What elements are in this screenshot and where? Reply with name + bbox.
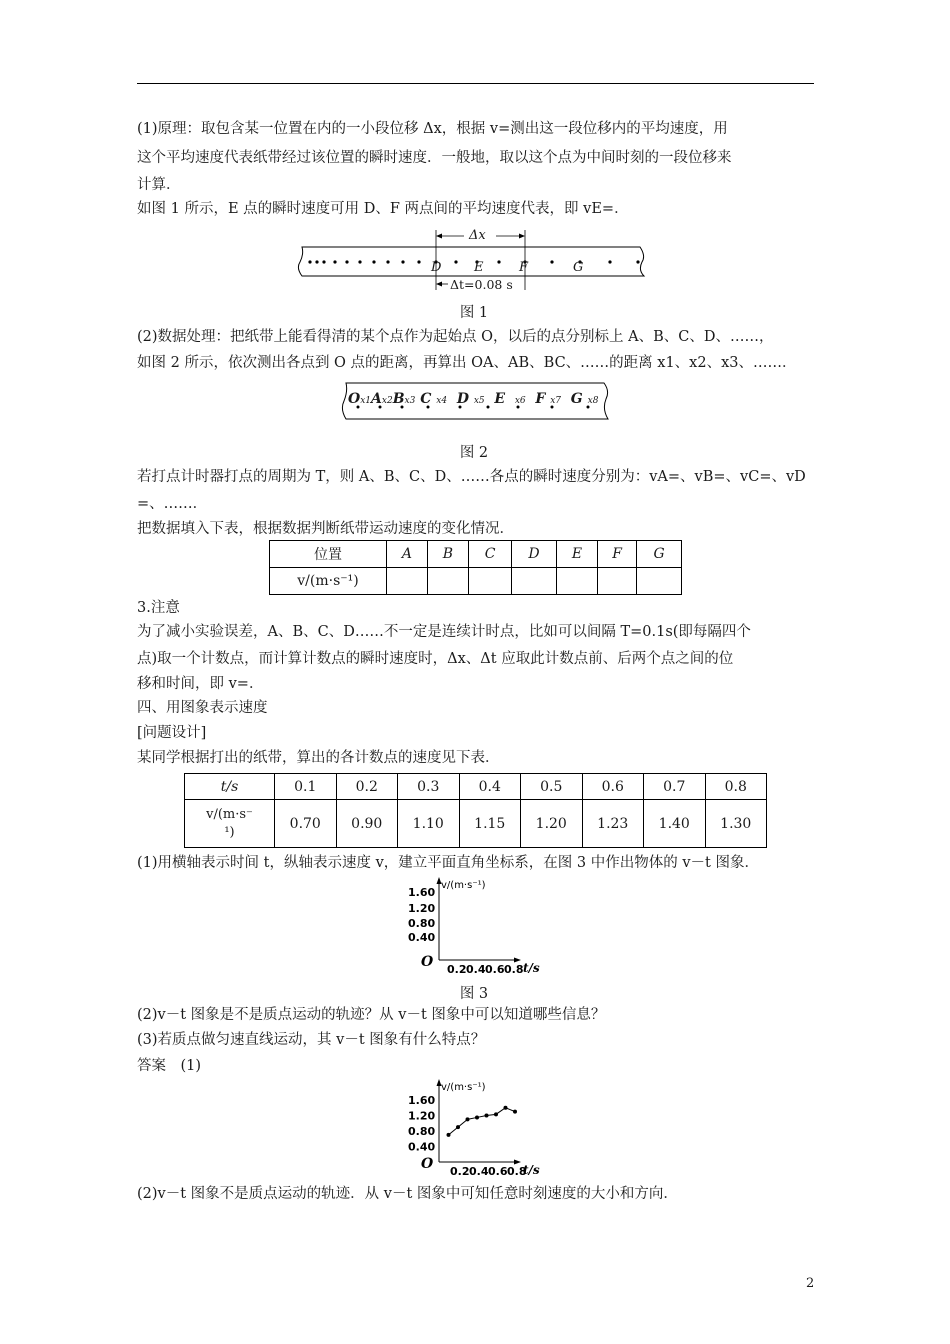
velocity-table-v-cell: 0.70 <box>275 800 337 848</box>
para-note-1: 为了减小实验误差，A、B、C、D……不一定是连续计时点，比如可以间隔 T=0.1s(即每隔四个 <box>137 624 751 640</box>
chart-ytick: 0.80 <box>408 1125 436 1138</box>
para-table2-intro: 某同学根据打出的纸带，算出的各计数点的速度见下表． <box>137 750 500 766</box>
velocity-table-t-cell: 0.1 <box>275 774 337 800</box>
section-note: 3.注意 <box>137 600 180 616</box>
chart-xtick: 0.4 <box>469 1165 489 1176</box>
question-3: (3)若质点做匀速直线运动，其 v－t 图象有什么特点？ <box>137 1032 486 1048</box>
fig3-ylabel: v/(m·s⁻¹) <box>441 880 486 891</box>
position-table-cell <box>427 568 468 595</box>
velocity-table-t-cell: 0.7 <box>644 774 706 800</box>
velocity-table-t-cell: 0.3 <box>398 774 460 800</box>
chart-point <box>456 1125 460 1129</box>
page-number: 2 <box>806 1276 815 1291</box>
fig1-delta-t: Δt=0.08 s <box>450 277 513 292</box>
chart-ytick: 1.20 <box>408 1109 436 1123</box>
velocity-table-v-cell: 1.20 <box>521 800 583 848</box>
chart-ytick: 1.60 <box>408 1094 436 1107</box>
answer-label: 答案 (1) <box>137 1058 202 1074</box>
chart-xlabel: t/s <box>523 1163 540 1176</box>
para-table-intro: 把数据填入下表，根据数据判断纸带运动速度的变化情况． <box>137 521 514 537</box>
chart-point <box>513 1110 517 1114</box>
figure3-axes <box>405 874 545 974</box>
velocity-table-v-cell: 1.30 <box>705 800 767 848</box>
position-table-header-cell: G <box>637 541 682 568</box>
position-table-cell <box>556 568 597 595</box>
fig2-label-e: E <box>494 391 506 407</box>
position-table-cell <box>637 568 682 595</box>
fig2-labels <box>348 391 598 407</box>
figure2-caption: 图 2 <box>459 445 489 461</box>
para-period-2: =、……． <box>137 496 208 512</box>
question-2: (2)v－t 图象是不是质点运动的轨迹？从 v－t 图象中可以知道哪些信息？ <box>137 1007 606 1023</box>
fig3-ytick: 1.20 <box>408 902 436 915</box>
position-table-cell <box>512 568 557 595</box>
section-question-design: [问题设计] <box>137 725 207 741</box>
velocity-table-v-label-1: v/(m·s⁻ <box>206 806 253 822</box>
fig3-xtick: 0.8 <box>504 963 524 974</box>
velocity-table-t-cell: 0.4 <box>459 774 521 800</box>
velocity-table-t-cell: 0.5 <box>521 774 583 800</box>
fig2-label-x6: x6 <box>514 396 526 406</box>
velocity-table-v-cell: 1.10 <box>398 800 460 848</box>
fig2-label-x1: x1 <box>360 396 372 406</box>
fig1-label-d: D <box>431 260 442 275</box>
chart-series-line <box>449 1108 516 1135</box>
fig3-ytick: 0.40 <box>408 931 436 944</box>
fig1-label-e: E <box>474 260 484 275</box>
position-table-row-label: v/(m·s⁻¹) <box>270 568 387 595</box>
position-table-cell <box>469 568 512 595</box>
velocity-table <box>184 773 767 848</box>
fig2-label-x3: x3 <box>404 396 416 406</box>
velocity-table-v-cell: 1.40 <box>644 800 706 848</box>
fig2-label-x8: x8 <box>587 396 599 406</box>
velocity-table-v-row <box>185 800 767 848</box>
chart-ylabel: v/(m·s⁻¹) <box>441 1082 486 1093</box>
velocity-table-time-row <box>185 774 767 800</box>
position-table-header-cell: D <box>512 541 557 568</box>
fig3-origin: O <box>421 954 434 970</box>
figure3-caption: 图 3 <box>459 986 489 1002</box>
para-principle-3: 计算． <box>137 177 181 193</box>
para-note-3: 移和时间，即 v=． <box>137 676 264 692</box>
para-figure1-intro: 如图 1 所示，E 点的瞬时速度可用 D、F 两点间的平均速度代表，即 vE=． <box>137 201 629 217</box>
chart-point <box>466 1117 470 1121</box>
fig2-label-x4: x4 <box>436 396 448 406</box>
fig2-label-x5: x5 <box>473 396 485 406</box>
position-table-header-cell: C <box>469 541 512 568</box>
header-rule <box>137 83 814 84</box>
para-note-2: 点)取一个计数点，而计算计数点的瞬时速度时，Δx、Δt 应取此计数点前、后两个点之间的位 <box>137 651 734 667</box>
chart-point <box>447 1133 451 1137</box>
velocity-table-v-label-2: ¹) <box>224 824 235 840</box>
velocity-table-t-label: t/s <box>185 774 275 800</box>
fig2-label-a: A <box>371 391 382 407</box>
para-principle-1: (1)原理：取包含某一位置在内的一小段位移 Δx，根据 v=测出这一段位移内的平均速度，用 <box>137 121 728 137</box>
fig3-ytick: 1.60 <box>408 886 436 899</box>
para-data-processing-1: (2)数据处理：把纸带上能看得清的某个点作为起始点 O，以后的点分别标上 A、B、C、D、……， <box>137 329 774 345</box>
velocity-table-v-label <box>185 800 275 848</box>
velocity-table-t-cell: 0.2 <box>336 774 398 800</box>
chart-ytick: 0.40 <box>408 1140 436 1154</box>
section-graph-title: 四、用图象表示速度 <box>137 700 268 716</box>
position-table-header <box>270 541 682 568</box>
velocity-table-v-cell: 1.15 <box>459 800 521 848</box>
fig1-label-g: G <box>573 260 584 275</box>
para-period-1: 若打点计时器打点的周期为 T，则 A、B、C、D、……各点的瞬时速度分别为：vA=、vB=、vC=、vD <box>137 469 806 485</box>
position-table <box>269 540 682 595</box>
chart-xtick: 0.8 <box>507 1165 527 1176</box>
chart-point <box>494 1112 498 1116</box>
fig2-label-g: G <box>570 391 583 407</box>
position-table-row <box>270 568 682 595</box>
para-principle-2: 这个平均速度代表纸带经过该位置的瞬时速度．一般地，取以这个点为中间时刻的一段位移来 <box>137 150 732 166</box>
chart-point <box>504 1106 508 1110</box>
fig3-xlabel: t/s <box>523 961 540 974</box>
velocity-table-t-cell: 0.6 <box>582 774 644 800</box>
fig3-xtick: 0.6 <box>485 963 505 974</box>
question-1: (1)用横轴表示时间 t，纵轴表示速度 v，建立平面直角坐标系，在图 3 中作出物体的 v－t 图象． <box>137 855 759 871</box>
fig1-delta-x: Δx <box>469 228 486 243</box>
fig2-label-d: D <box>456 391 469 407</box>
chart-point <box>475 1115 479 1119</box>
chart-xtick: 0.2 <box>450 1165 470 1176</box>
fig3-xtick: 0.2 <box>447 963 467 974</box>
velocity-table-v-cell: 0.90 <box>336 800 398 848</box>
fig2-label-f: F <box>535 391 546 407</box>
chart-xtick: 0.6 <box>488 1165 508 1176</box>
position-table-header-cell: E <box>556 541 597 568</box>
position-table-header-cell: F <box>598 541 637 568</box>
fig2-label-x7: x7 <box>550 396 562 406</box>
fig2-label-b: B <box>392 391 405 407</box>
fig2-label-x2: x2 <box>381 396 393 406</box>
answer-2: (2)v－t 图象不是质点运动的轨迹．从 v－t 图象中可知任意时刻速度的大小和方向． <box>137 1186 678 1202</box>
fig3-xtick: 0.4 <box>466 963 486 974</box>
fig1-label-f: F <box>519 260 529 275</box>
position-table-header-cell: 位置 <box>270 541 387 568</box>
velocity-table-t-cell: 0.8 <box>705 774 767 800</box>
chart-point <box>485 1114 489 1118</box>
position-table-cell <box>387 568 428 595</box>
chart-origin: O <box>421 1156 434 1172</box>
fig2-label-o: O <box>348 391 361 407</box>
para-data-processing-2: 如图 2 所示，依次测出各点到 O 点的距离，再算出 OA、AB、BC、……的距离 x1、x2、x3、……． <box>137 355 797 371</box>
figure1-caption: 图 1 <box>459 305 489 321</box>
position-table-header-cell: B <box>427 541 468 568</box>
fig2-label-c: C <box>420 391 432 407</box>
fig3-ytick: 0.80 <box>408 917 436 930</box>
answer-vt-chart <box>405 1076 550 1176</box>
position-table-header-cell: A <box>387 541 428 568</box>
velocity-table-v-cell: 1.23 <box>582 800 644 848</box>
position-table-cell <box>598 568 637 595</box>
